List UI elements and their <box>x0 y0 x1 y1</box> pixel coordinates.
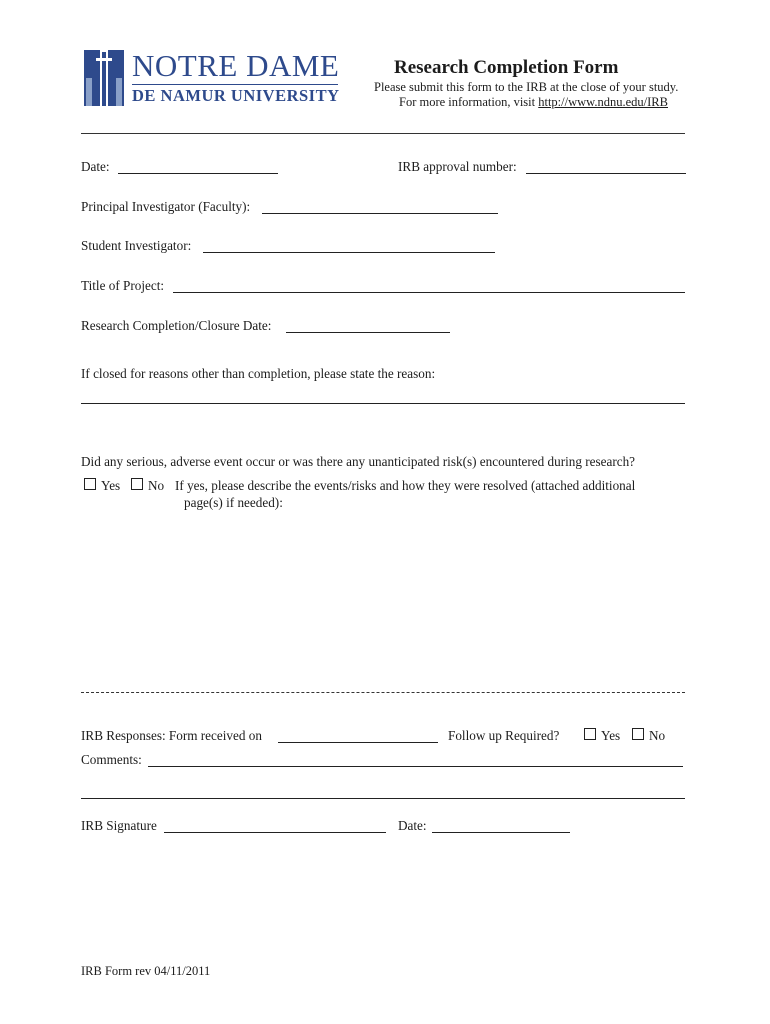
student-field[interactable] <box>203 252 495 253</box>
project-title-label: Title of Project: <box>81 278 165 293</box>
adverse-no-checkbox[interactable] <box>131 478 143 490</box>
adverse-question: Did any serious, adverse event occur or was there any unanticipated risk(s) encountered during research? <box>81 454 636 469</box>
irb-approval-field[interactable] <box>526 173 686 174</box>
adverse-no-label: No <box>148 478 165 493</box>
logo-line1: NOTRE DAME <box>132 48 340 83</box>
followup-no-checkbox[interactable] <box>632 728 644 740</box>
adverse-yes-label: Yes <box>101 478 121 493</box>
student-label: Student Investigator: <box>81 238 192 253</box>
closed-reason-field[interactable] <box>81 403 685 404</box>
header-subtitle-2 <box>399 96 668 109</box>
logo-divider <box>132 84 338 85</box>
adverse-description-area[interactable] <box>81 515 685 680</box>
office-use-separator <box>81 692 685 693</box>
signature-date-label: Date: <box>398 818 427 833</box>
signature-date-field[interactable] <box>432 832 570 833</box>
comments-field-1[interactable] <box>148 766 683 767</box>
header-subtitle-2-prefix: For more information, visit <box>399 95 539 109</box>
header-subtitle-1: Please submit this form to the IRB at the close of your study. <box>374 80 679 94</box>
irb-approval-label: IRB approval number: <box>398 159 517 174</box>
irb-link[interactable]: http://www.ndnu.edu/IRB <box>538 95 668 109</box>
adverse-yes-checkbox[interactable] <box>84 478 96 490</box>
form-revision: IRB Form rev 04/11/2011 <box>81 964 211 978</box>
date-label: Date: <box>81 159 110 174</box>
project-title-field[interactable] <box>173 292 685 293</box>
irb-signature-field[interactable] <box>164 832 386 833</box>
closed-reason-label: If closed for reasons other than completion, please state the reason: <box>81 366 436 381</box>
followup-no-label: No <box>649 728 666 743</box>
page-title: Research Completion Form <box>394 57 619 78</box>
date-field[interactable] <box>118 173 278 174</box>
pi-field[interactable] <box>262 213 498 214</box>
closure-date-field[interactable] <box>286 332 450 333</box>
header-divider <box>81 133 685 134</box>
adverse-describe-line2: page(s) if needed): <box>184 495 283 510</box>
irb-responses-label: IRB Responses: Form received on <box>81 728 262 743</box>
form-received-field[interactable] <box>278 742 438 743</box>
comments-label: Comments: <box>81 752 142 767</box>
logo-line2: DE NAMUR UNIVERSITY <box>132 86 340 105</box>
followup-yes-checkbox[interactable] <box>584 728 596 740</box>
pi-label: Principal Investigator (Faculty): <box>81 199 251 214</box>
tower-icon <box>84 48 126 108</box>
followup-yes-label: Yes <box>601 728 621 743</box>
closure-date-label: Research Completion/Closure Date: <box>81 318 272 333</box>
comments-field-2[interactable] <box>81 798 685 799</box>
irb-signature-label: IRB Signature <box>81 818 157 833</box>
adverse-describe-line1: If yes, please describe the events/risks and how they were resolved (attached additional <box>175 478 636 493</box>
followup-label: Follow up Required? <box>448 728 560 743</box>
university-logo <box>84 48 340 108</box>
